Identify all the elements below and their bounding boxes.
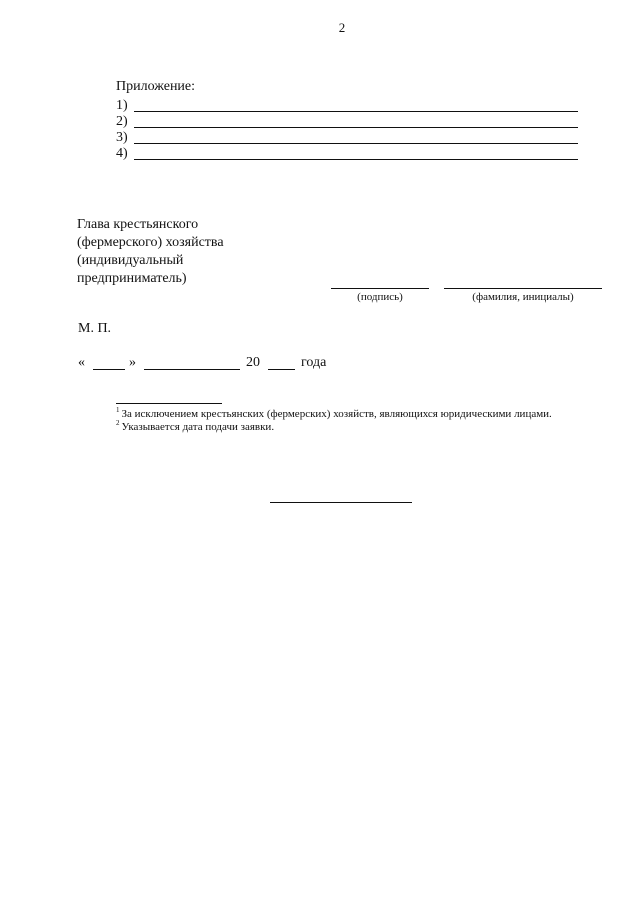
day-blank[interactable]	[93, 369, 125, 370]
appendix-fill-line[interactable]	[134, 111, 578, 112]
appendix-item-3	[116, 130, 578, 146]
signature-caption: (подпись)	[357, 291, 403, 303]
head-title-block	[77, 216, 224, 288]
page-number: 2	[338, 20, 346, 35]
appendix-title: Приложение:	[116, 79, 196, 94]
head-title-line: (фермерского) хозяйства	[77, 235, 224, 250]
appendix-fill-line[interactable]	[134, 127, 578, 128]
head-title-line: Глава крестьянского	[77, 217, 199, 232]
footnote-text: За исключением крестьянских (фермерских) хозяйств, являющихся юридическими лицами.	[121, 408, 552, 420]
stamp-label: М. П.	[78, 321, 112, 336]
name-line[interactable]	[444, 288, 602, 289]
year-blank[interactable]	[268, 369, 295, 370]
appendix-item-4	[116, 146, 578, 162]
appendix-fill-line[interactable]	[134, 159, 578, 160]
year-prefix: 20	[246, 355, 260, 370]
date-open-quote: «	[78, 355, 85, 370]
name-caption: (фамилия, инициалы)	[472, 291, 574, 303]
appendix-item-2	[116, 114, 578, 130]
month-blank[interactable]	[144, 369, 240, 370]
footnote-marker: 1	[116, 406, 120, 414]
head-title-line: (индивидуальный	[77, 253, 184, 268]
footnote-marker: 2	[116, 419, 120, 427]
date-close-quote: »	[129, 355, 136, 370]
year-suffix: года	[301, 355, 327, 370]
date-row	[78, 355, 378, 373]
appendix-item-number: 4)	[116, 146, 128, 161]
end-of-document-line	[270, 502, 412, 503]
appendix-fill-line[interactable]	[134, 143, 578, 144]
footnote-separator	[116, 403, 222, 404]
footnote-2	[116, 421, 274, 433]
appendix-item-number: 1)	[116, 98, 128, 113]
footnote-1	[116, 408, 552, 420]
footnote-text: Указывается дата подачи заявки.	[121, 421, 275, 433]
appendix-item-number: 3)	[116, 130, 128, 145]
appendix-item-1	[116, 98, 578, 114]
head-title-line: предприниматель)	[77, 271, 187, 286]
signature-line[interactable]	[331, 288, 429, 289]
appendix-item-number: 2)	[116, 114, 128, 129]
